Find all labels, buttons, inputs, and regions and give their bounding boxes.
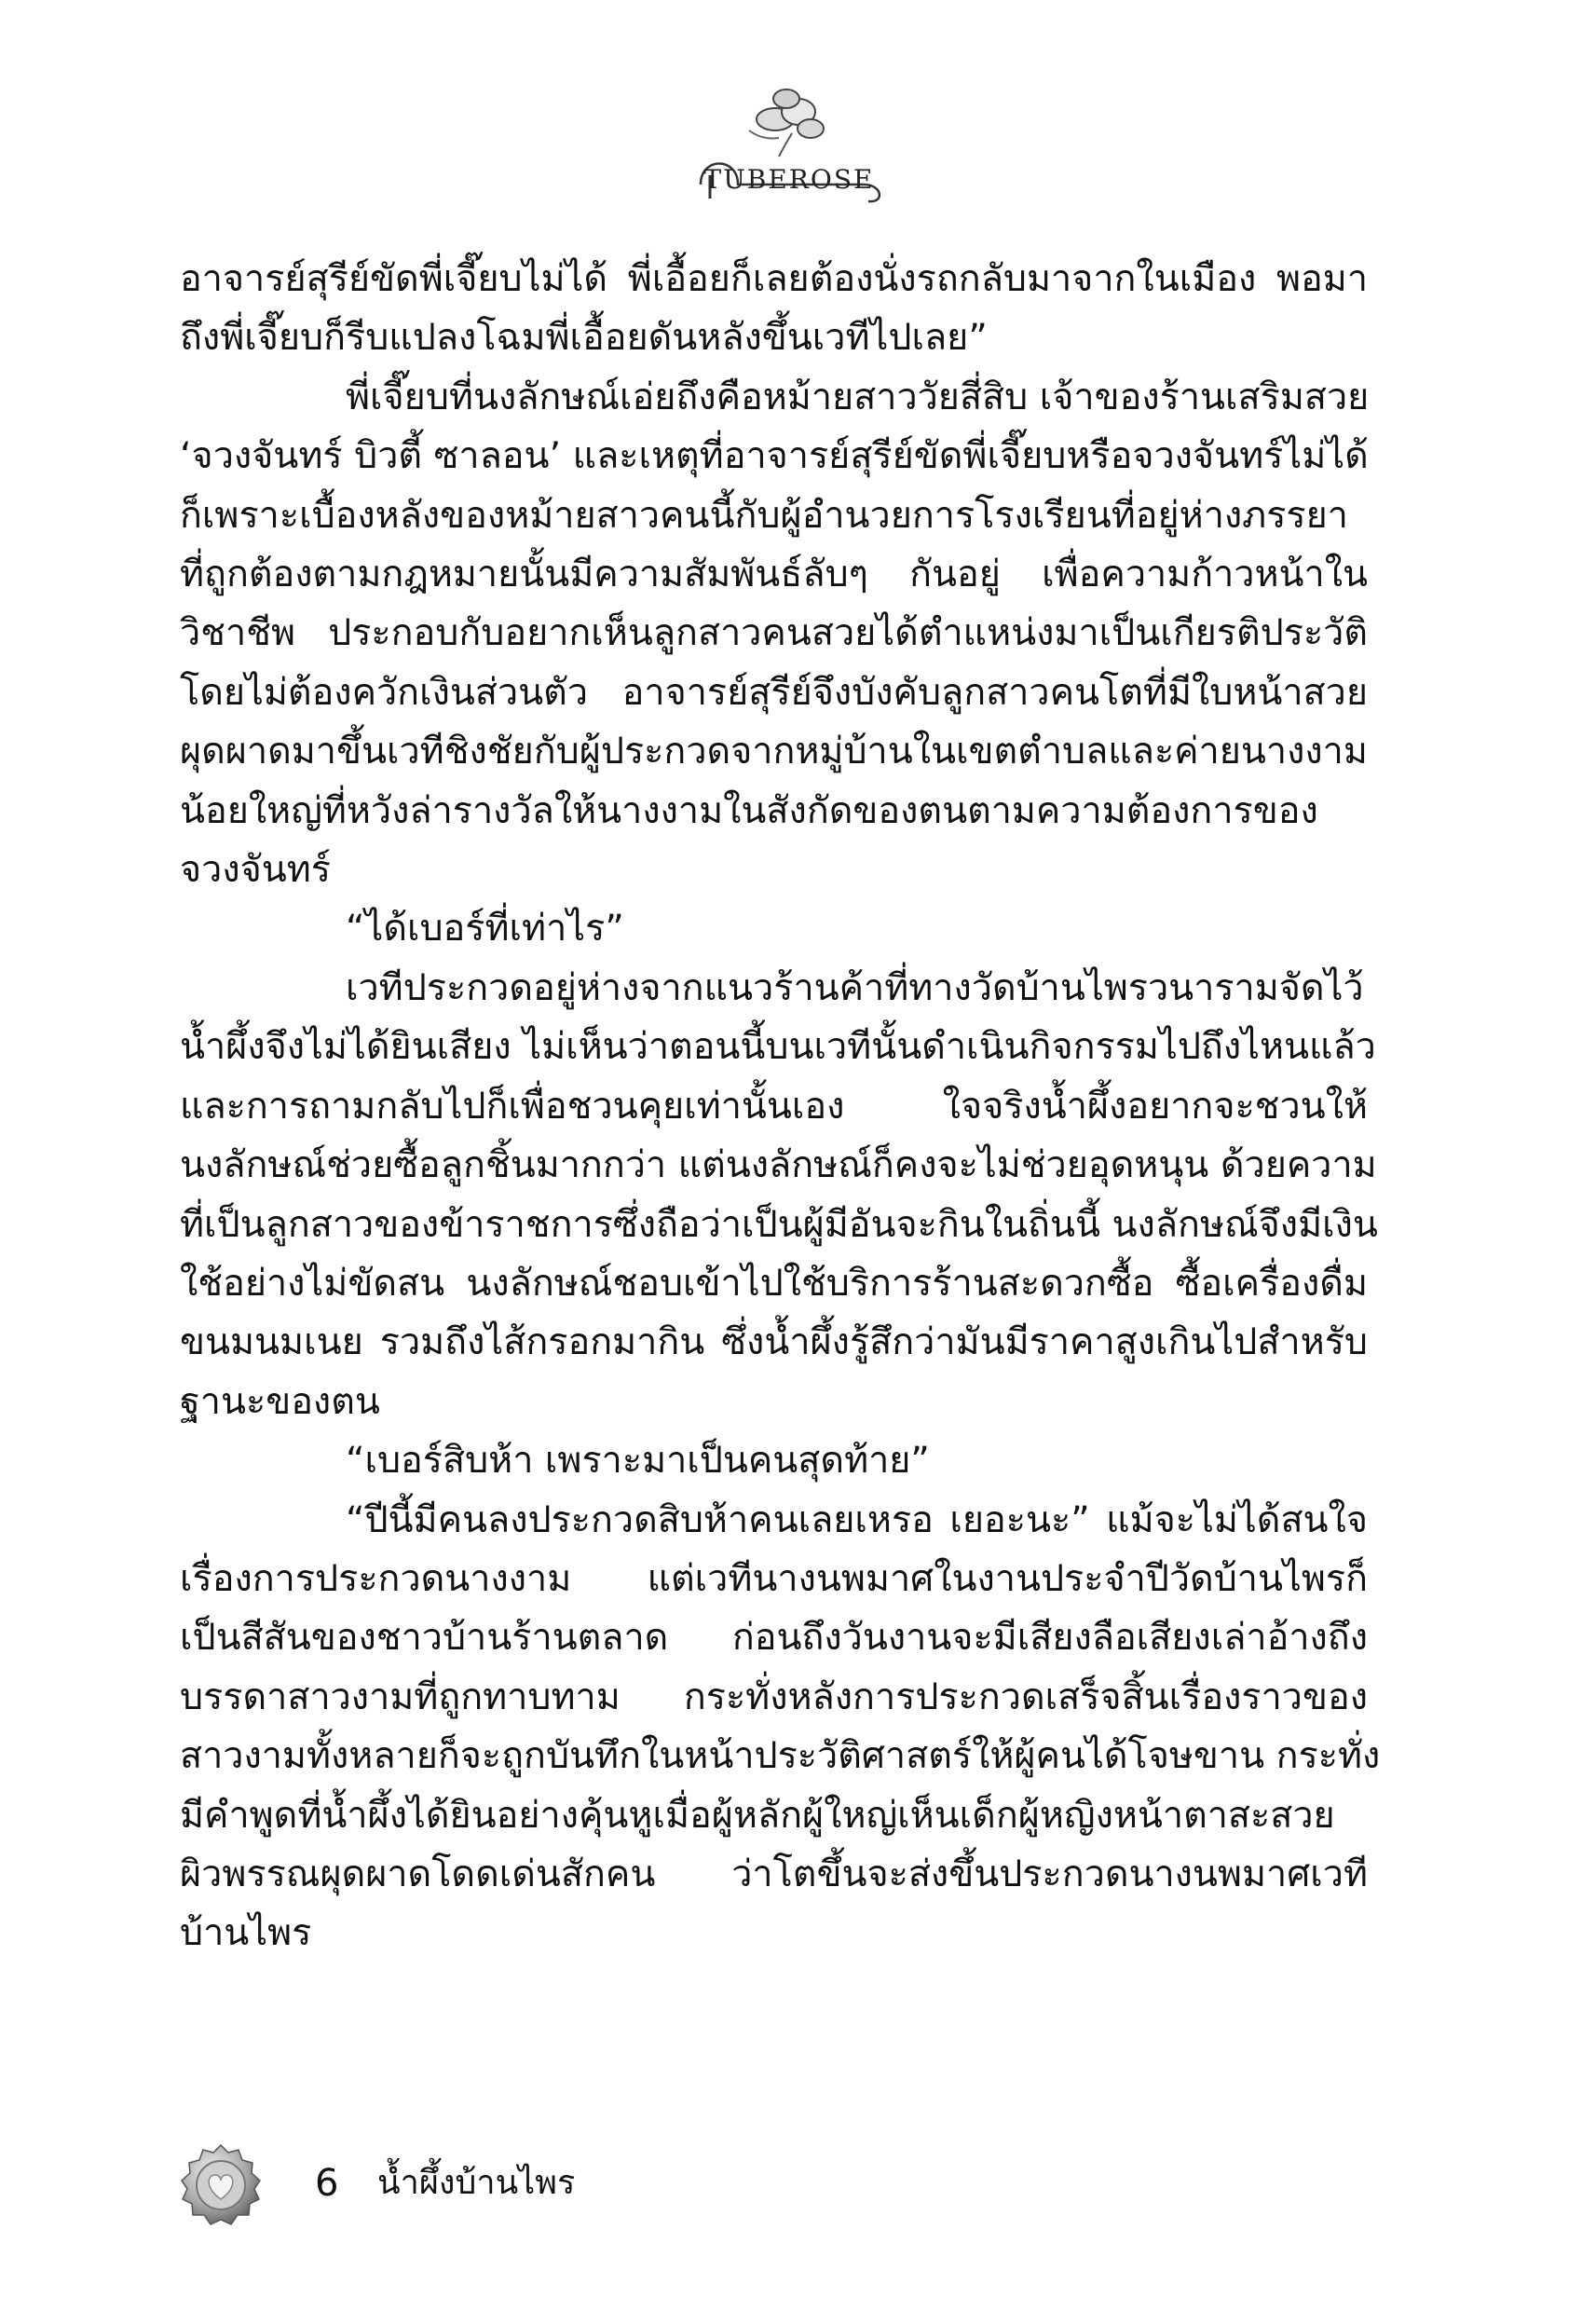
text-line: เป็นสีสันของชาวบ้านร้านตลาด ก่อนถึงวันงานจะมีเสียงลือเสียงเล่าอ้างถึง [180, 1616, 1368, 1660]
page-number: 6 [315, 2162, 339, 2205]
text-line: พี่เจี๊ยบที่นงลักษณ์เอ่ยถึงคือหม้ายสาววัยสี่สิบ เจ้าของร้านเสริมสวย [346, 375, 1370, 418]
text-line: โดยไม่ต้องควักเงินส่วนตัว อาจารย์สุรีย์จึงบังคับลูกสาวคนโตที่มีใบหน้าสวย [180, 670, 1368, 714]
text-line: “ได้เบอร์ที่เท่าไร” [346, 907, 624, 950]
tuberose-logo [682, 82, 896, 208]
page-footer [177, 2143, 736, 2227]
text-line: ที่เป็นลูกสาวของข้าราชการซึ่งถือว่าเป็นผู้มีอันจะกินในถิ่นนี้ นงลักษณ์จึงมีเงิน [180, 1202, 1378, 1246]
book-title: น้ำผึ้งบ้านไพร [377, 2164, 576, 2202]
text-line: และการถามกลับไปก็เพื่อชวนคุยเท่านั้นเอง ใจจริงน้ำผึ้งอยากจะชวนให้ [180, 1084, 1368, 1128]
text-line: สาวงามทั้งหลายก็จะถูกบันทึกในหน้าประวัติศาสตร์ให้ผู้คนได้โจษขาน กระทั่ง [180, 1734, 1381, 1778]
text-line: น้ำผึ้งจึงไม่ได้ยินเสียง ไม่เห็นว่าตอนนี้บนเวทีนั้นดำเนินกิจกรรมไปถึงไหนแล้ว [180, 1025, 1376, 1069]
text-line: ฐานะของตน [180, 1379, 380, 1423]
text-line: ขนมนมเนย รวมถึงไส้กรอกมากิน ซึ่งน้ำผึ้งรู้สึกว่ามันมีราคาสูงเกินไปสำหรับ [180, 1320, 1368, 1364]
text-line: นงลักษณ์ช่วยซื้อลูกชิ้นมากกว่า แต่นงลักษณ์ก็คงจะไม่ช่วยอุดหนุน ด้วยความ [180, 1143, 1377, 1187]
text-line: ที่ถูกต้องตามกฎหมายนั้นมีความสัมพันธ์ลับๆ กันอยู่ เพื่อความก้าวหน้าใน [180, 553, 1368, 596]
body-text [180, 250, 1381, 1963]
text-line: ถึงพี่เจี๊ยบก็รีบแปลงโฉมพี่เอื้อยดันหลังขึ้นเวทีไปเลย” [180, 316, 988, 360]
text-line: ก็เพราะเบื้องหลังของหม้ายสาวคนนี้กับผู้อำนวยการโรงเรียนที่อยู่ห่างภรรยา [180, 493, 1348, 537]
text-line: อาจารย์สุรีย์ขัดพี่เจี๊ยบไม่ได้ พี่เอื้อยก็เลยต้องนั่งรถกลับมาจากในเมือง พอมา [180, 257, 1368, 300]
text-line: ผุดผาดมาขึ้นเวทีชิงชัยกับผู้ประกวดจากหมู่บ้านในเขตตำบลและค่ายนางงาม [180, 730, 1368, 773]
text-line: วิชาชีพ ประกอบกับอยากเห็นลูกสาวคนสวยได้ตำแหน่งมาเป็นเกียรติประวัติ [180, 611, 1368, 655]
text-line: “เบอร์สิบห้า เพราะมาเป็นคนสุดท้าย” [346, 1439, 930, 1483]
text-line: เรื่องการประกวดนางงาม แต่เวทีนางนพมาศในงานประจำปีวัดบ้านไพรก็ [180, 1556, 1368, 1600]
heart-medal-icon [177, 2143, 265, 2231]
text-line: ผิวพรรณผุดผาดโดดเด่นสักคน ว่าโตขึ้นจะส่งขึ้นประกวดนางนพมาศเวที [180, 1852, 1368, 1895]
text-line: ใช้อย่างไม่ขัดสน นงลักษณ์ชอบเข้าไปใช้บริการร้านสะดวกซื้อ ซื้อเครื่องดื่ม [180, 1261, 1368, 1305]
text-line: เวทีประกวดอยู่ห่างจากแนวร้านค้าที่ทางวัดบ้านไพรวนารามจัดไว้ [346, 965, 1364, 1009]
text-line: น้อยใหญ่ที่หวังล่ารางวัลให้นางงามในสังกัดของตนตามความต้องการของ [180, 788, 1318, 832]
text-line: บรรดาสาวงามที่ถูกทาบทาม กระทั่งหลังการประกวดเสร็จสิ้นเรื่องราวของ [180, 1675, 1368, 1718]
text-line: มีคำพูดที่น้ำผึ้งได้ยินอย่างคุ้นหูเมื่อผู้หลักผู้ใหญ่เห็นเด็กผู้หญิงหน้าตาสะสวย [180, 1793, 1335, 1837]
text-line: บ้านไพร [180, 1911, 312, 1955]
text-line: “ปีนี้มีคนลงประกวดสิบห้าคนเลยเหรอ เยอะนะ” แม้จะไม่ได้สนใจ [346, 1497, 1368, 1541]
logo-wordmark: TUBEROSE [703, 164, 875, 195]
text-line: ‘จวงจันทร์ บิวตี้ ซาลอน’ และเหตุที่อาจารย์สุรีย์ขัดพี่เจี๊ยบหรือจวงจันทร์ไม่ได้ [180, 434, 1369, 478]
text-line: จวงจันทร์ [180, 848, 332, 892]
